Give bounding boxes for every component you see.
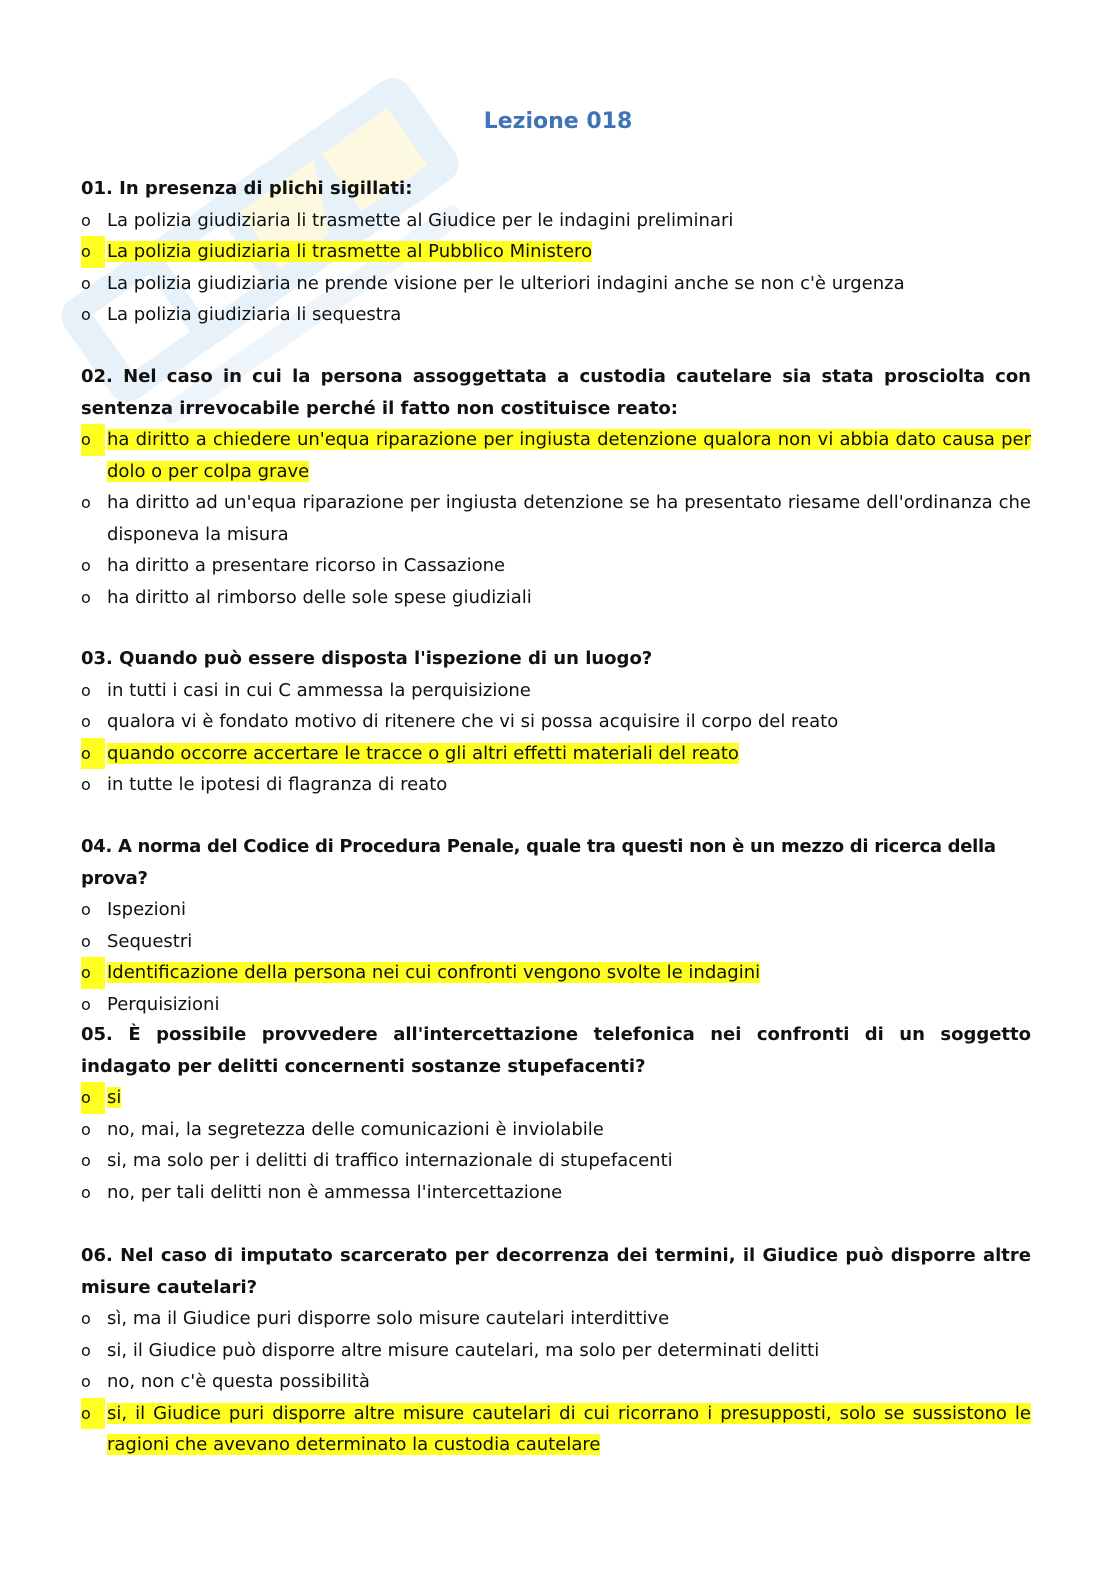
option-item-correct bbox=[81, 236, 1031, 268]
option-text: in tutti i casi in cui C ammessa la perquisizione bbox=[107, 679, 531, 701]
circle-bullet-icon: o bbox=[81, 305, 91, 324]
option-item-correct bbox=[81, 1398, 1031, 1461]
option-item bbox=[81, 926, 1031, 958]
option-text: ha diritto al rimborso delle sole spese giudiziali bbox=[107, 586, 532, 608]
option-text: si, ma solo per i delitti di traffico internazionale di stupefacenti bbox=[107, 1150, 673, 1171]
option-text: Ispezioni bbox=[107, 899, 187, 920]
option-text: ha diritto a presentare ricorso in Cassazione bbox=[107, 555, 506, 576]
page-title: Lezione 018 bbox=[483, 109, 633, 134]
circle-bullet-icon: o bbox=[81, 424, 105, 456]
circle-bullet-icon: o bbox=[81, 957, 105, 989]
option-text: La polizia giudiziaria li trasmette al Pubblico Ministero bbox=[107, 241, 593, 262]
option-item bbox=[81, 1335, 1031, 1367]
option-item-correct bbox=[81, 1082, 1031, 1114]
option-item bbox=[81, 706, 1031, 738]
circle-bullet-icon: o bbox=[81, 493, 91, 512]
option-list bbox=[81, 675, 1031, 801]
option-text: La polizia giudiziaria ne prende visione per le ulteriori indagini anche se non c'è urgenza bbox=[107, 272, 905, 294]
option-text: Perquisizioni bbox=[107, 993, 220, 1015]
option-item bbox=[81, 1303, 1031, 1335]
circle-bullet-icon: o bbox=[81, 236, 105, 268]
circle-bullet-icon: o bbox=[81, 775, 91, 794]
circle-bullet-icon: o bbox=[81, 680, 91, 700]
question-text: 02. Nel caso in cui la persona assoggettata a custodia cautelare sia stata prosciolta con sentenza irrevocabile perché il fatto non costituisce reato: bbox=[81, 366, 1031, 419]
option-text: no, mai, la segretezza delle comunicazioni è inviolabile bbox=[107, 1118, 604, 1140]
option-item-correct bbox=[81, 957, 1031, 989]
circle-bullet-icon: o bbox=[81, 210, 91, 230]
circle-bullet-icon: o bbox=[81, 1340, 91, 1360]
question-text: 03. Quando può essere disposta l'ispezione di un luogo? bbox=[81, 648, 653, 669]
option-list bbox=[81, 1082, 1031, 1208]
option-item bbox=[81, 268, 1031, 300]
circle-bullet-icon: o bbox=[81, 1119, 91, 1139]
option-list bbox=[81, 205, 1031, 331]
option-item bbox=[81, 894, 1031, 926]
circle-bullet-icon: o bbox=[81, 587, 91, 607]
circle-bullet-icon: o bbox=[81, 1182, 91, 1202]
option-item-correct bbox=[81, 738, 1031, 770]
option-text: si, il Giudice puri disporre altre misure cautelari di cui ricorrano i presupposti, solo se sussistono le ragioni che avevano determinato la custodia cautelare bbox=[107, 1402, 1031, 1455]
option-text: sì, ma il Giudice puri disporre solo misure cautelari interdittive bbox=[107, 1308, 670, 1329]
option-text: in tutte le ipotesi di flagranza di reato bbox=[107, 774, 448, 795]
question-text: 06. Nel caso di imputato scarcerato per decorrenza dei termini, il Giudice può disporre altre misure cautelari? bbox=[81, 1245, 1031, 1298]
circle-bullet-icon: o bbox=[81, 712, 91, 731]
option-text: La polizia giudiziaria li trasmette al Giudice per le indagini preliminari bbox=[107, 209, 734, 231]
option-item-correct bbox=[81, 424, 1031, 487]
circle-bullet-icon: o bbox=[81, 1398, 105, 1430]
option-item bbox=[81, 989, 1031, 1021]
option-text: Identificazione della persona nei cui confronti vengono svolte le indagini bbox=[107, 962, 761, 983]
question-text: 04. A norma del Codice di Procedura Penale, quale tra questi non è un mezzo di ricerca della prova? bbox=[81, 836, 996, 889]
circle-bullet-icon: o bbox=[81, 1151, 91, 1170]
circle-bullet-icon: o bbox=[81, 900, 91, 919]
question-06 bbox=[81, 1240, 1031, 1461]
option-list bbox=[81, 1303, 1031, 1461]
question-02 bbox=[81, 361, 1031, 613]
question-04 bbox=[81, 831, 1031, 1020]
option-item bbox=[81, 550, 1031, 582]
option-item bbox=[81, 582, 1031, 614]
circle-bullet-icon: o bbox=[81, 994, 91, 1014]
circle-bullet-icon: o bbox=[81, 738, 105, 770]
question-03 bbox=[81, 643, 1031, 801]
circle-bullet-icon: o bbox=[81, 1372, 91, 1391]
question-05 bbox=[81, 1019, 1031, 1208]
option-text: si, il Giudice può disporre altre misure cautelari, ma solo per determinati delitti bbox=[107, 1339, 820, 1361]
circle-bullet-icon: o bbox=[81, 273, 91, 293]
option-item bbox=[81, 205, 1031, 237]
option-item bbox=[81, 1366, 1031, 1398]
option-item bbox=[81, 487, 1031, 550]
option-text: La polizia giudiziaria li sequestra bbox=[107, 304, 402, 325]
circle-bullet-icon: o bbox=[81, 1309, 91, 1328]
question-text: 01. In presenza di plichi sigillati: bbox=[81, 178, 413, 199]
option-item bbox=[81, 769, 1031, 801]
option-list bbox=[81, 424, 1031, 613]
circle-bullet-icon: o bbox=[81, 1082, 105, 1114]
option-list bbox=[81, 894, 1031, 1020]
option-text: ha diritto a chiedere un'equa riparazione per ingiusta detenzione qualora non vi abbia dato causa per dolo o per colpa grave bbox=[107, 429, 1031, 482]
option-text: qualora vi è fondato motivo di ritenere che vi si possa acquisire il corpo del reato bbox=[107, 711, 839, 732]
option-text: no, per tali delitti non è ammessa l'intercettazione bbox=[107, 1181, 563, 1203]
circle-bullet-icon: o bbox=[81, 556, 91, 575]
option-text: ha diritto ad un'equa riparazione per ingiusta detenzione se ha presentato riesame dell'ordinanza che disponeva la misura bbox=[107, 492, 1031, 545]
option-item bbox=[81, 675, 1031, 707]
option-text: si bbox=[107, 1087, 122, 1108]
option-text: no, non c'è questa possibilità bbox=[107, 1371, 370, 1392]
option-text: Sequestri bbox=[107, 930, 193, 952]
option-item bbox=[81, 1114, 1031, 1146]
option-item bbox=[81, 1145, 1031, 1177]
question-text: 05. È possibile provvedere all'intercettazione telefonica nei confronti di un soggetto indagato per delitti concernenti sostanze stupefacenti? bbox=[81, 1024, 1031, 1077]
question-01 bbox=[81, 173, 1031, 331]
option-item bbox=[81, 299, 1031, 331]
option-text: quando occorre accertare le tracce o gli altri effetti materiali del reato bbox=[107, 742, 739, 764]
option-item bbox=[81, 1177, 1031, 1209]
circle-bullet-icon: o bbox=[81, 931, 91, 951]
